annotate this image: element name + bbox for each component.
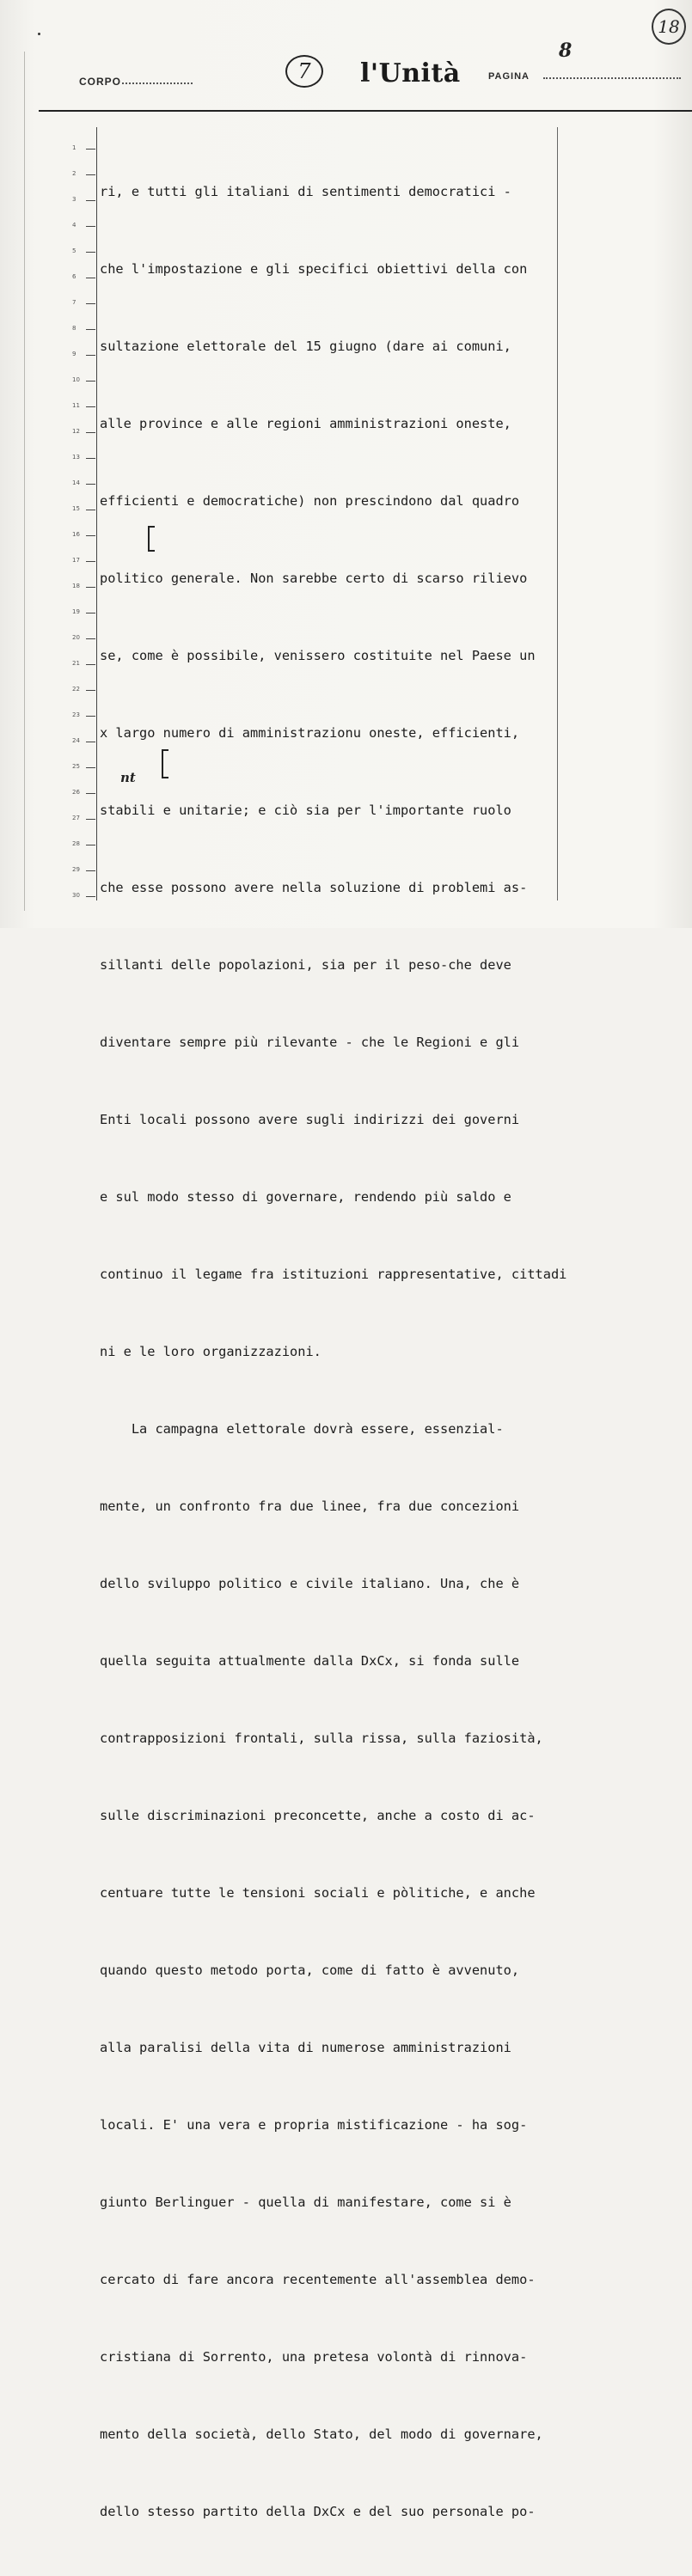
line-number: 28 [72, 830, 96, 856]
line-number: 20 [72, 624, 96, 650]
text-line: continuo il legame fra istituzioni rappresentative, cittadi [100, 1267, 567, 1282]
line-number: 23 [72, 701, 96, 727]
text-line: quella seguita attualmente dalla DxCx, si fonda sulle [100, 1653, 520, 1669]
text-line: quando questo metodo porta, come di fatto è avvenuto, [100, 1963, 520, 1978]
line-number: 6 [72, 263, 96, 289]
circled-page-number: 7 [285, 55, 323, 88]
text-line: sillanti delle popolazioni, sia per il peso-che deve [100, 957, 511, 973]
handwritten-page-number: 8 [559, 40, 573, 62]
line-number: 8 [72, 314, 96, 340]
line-number: 30 [72, 882, 96, 907]
line-number: 9 [72, 340, 96, 366]
corpo-dotted-field [122, 82, 193, 84]
text-line: dello stesso partito della DxCx e del suo personale po- [100, 2504, 536, 2519]
text-line: locali. E' una vera e propria mistificazione - ha sog- [100, 2117, 528, 2133]
handwritten-correction: nt [120, 770, 136, 785]
line-number: 3 [72, 186, 96, 211]
text-line: che l'impostazione e gli specifici obiettivi della con [100, 261, 528, 277]
line-number: 22 [72, 675, 96, 701]
line-number-column [72, 134, 96, 907]
line-number: 26 [72, 778, 96, 804]
pagina-dotted-field [543, 77, 681, 79]
header-rule [39, 110, 692, 112]
text-line: cristiana di Sorrento, una pretesa volontà di rinnova- [100, 2349, 528, 2365]
circled-sheet-number: 18 [652, 9, 686, 45]
line-number: 11 [72, 392, 96, 418]
text-line: contrapposizioni frontali, sulla rissa, sulla faziosità, [100, 1731, 543, 1746]
paragraph-bracket-mark [162, 749, 168, 778]
line-number: 14 [72, 469, 96, 495]
line-number: 16 [72, 521, 96, 546]
letterhead [0, 0, 692, 116]
newspaper-masthead: l'Unità [360, 58, 461, 89]
line-number: 12 [72, 418, 96, 443]
text-line: stabili e unitarie; e ciò sia per l'importante ruolo [100, 803, 511, 818]
line-number: 7 [72, 289, 96, 314]
text-line: alla paralisi della vita di numerose amministrazioni [100, 2040, 511, 2055]
text-line: centuare tutte le tensioni sociali e pòlitiche, e anche [100, 1885, 536, 1901]
text-line: ni e le loro organizzazioni. [100, 1344, 322, 1359]
typewritten-body [100, 127, 581, 2576]
line-number: 25 [72, 753, 96, 778]
text-line: ri, e tutti gli italiani di sentimenti democratici - [100, 184, 511, 199]
line-number: 27 [72, 804, 96, 830]
text-line: giunto Berlinguer - quella di manifestare, come si è [100, 2194, 511, 2210]
line-number: 10 [72, 366, 96, 392]
text-line: diventare sempre più rilevante - che le Regioni e gli [100, 1035, 520, 1050]
line-number: 13 [72, 443, 96, 469]
line-number: 24 [72, 727, 96, 753]
text-line: se, come è possibile, venissero costituite nel Paese un [100, 648, 536, 663]
text-line: x largo numero di amministrazionu oneste, efficienti, [100, 725, 520, 741]
text-line: Enti locali possono avere sugli indirizzi dei governi [100, 1112, 520, 1127]
text-line: sulle discriminazioni preconcette, anche a costo di ac- [100, 1808, 536, 1823]
line-number: 18 [72, 572, 96, 598]
line-number: 1 [72, 134, 96, 160]
text-line: alle province e alle regioni amministrazioni oneste, [100, 416, 511, 431]
text-line: cercato di fare ancora recentemente all'assemblea demo- [100, 2272, 536, 2287]
text-line: politico generale. Non sarebbe certo di scarso rilievo [100, 571, 528, 586]
text-line: dello sviluppo politico e civile italiano. Una, che è [100, 1576, 520, 1591]
text-line: che esse possono avere nella soluzione di problemi as- [100, 880, 528, 895]
line-number: 29 [72, 856, 96, 882]
paragraph-bracket-mark [148, 526, 155, 552]
line-number: 21 [72, 650, 96, 675]
text-line: efficienti e democratiche) non prescindono dal quadro [100, 493, 520, 509]
text-line: mente, un confronto fra due linee, fra due concezioni [100, 1499, 520, 1514]
text-line: La campagna elettorale dovrà essere, essenzial- [100, 1421, 504, 1437]
paper-edge [24, 52, 25, 911]
line-number: 5 [72, 237, 96, 263]
text-line: e sul modo stesso di governare, rendendo più saldo e [100, 1189, 511, 1205]
line-number: 19 [72, 598, 96, 624]
corpo-label: CORPO [79, 76, 122, 88]
text-line: mento della società, dello Stato, del modo di governare, [100, 2426, 543, 2442]
pagina-label: PAGINA [488, 71, 530, 82]
line-number: 2 [72, 160, 96, 186]
line-number: 17 [72, 546, 96, 572]
line-number: 4 [72, 211, 96, 237]
line-number: 15 [72, 495, 96, 521]
left-margin-line [96, 127, 97, 900]
text-line: sultazione elettorale del 15 giugno (dare ai comuni, [100, 339, 511, 354]
